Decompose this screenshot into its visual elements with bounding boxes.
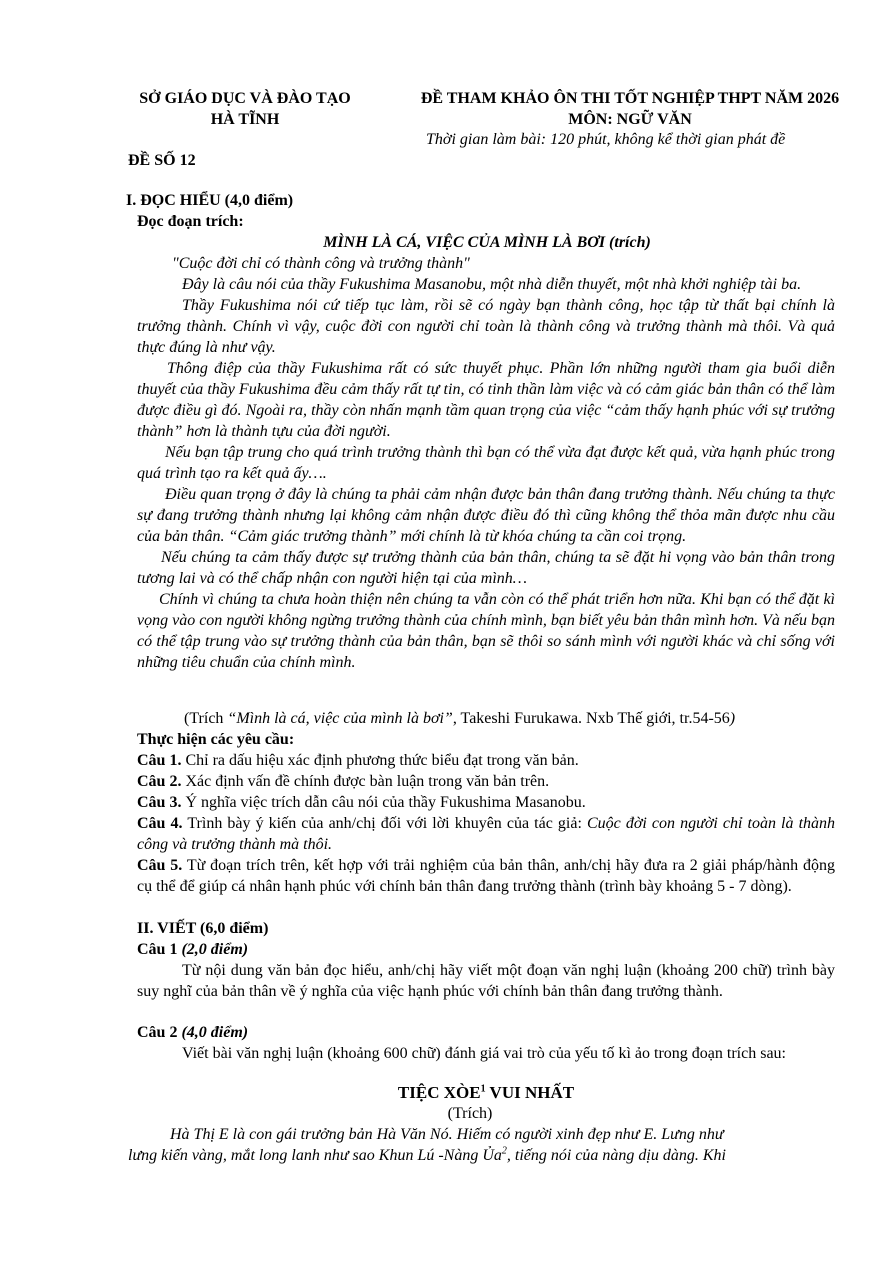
writing-q1-heading: Câu 1 (2,0 điểm) bbox=[137, 941, 249, 958]
question-3: Câu 3. Ý nghĩa việc trích dẫn câu nói của thầy Fukushima Masanobu. bbox=[137, 794, 586, 811]
writing-q2-text: Viết bài văn nghị luận (khoảng 600 chữ) đánh giá vai trò của yếu tố kì ảo trong đoạn trích sau: bbox=[182, 1045, 786, 1062]
writing-q2-heading: Câu 2 (4,0 điểm) bbox=[137, 1024, 249, 1041]
header-right bbox=[392, 88, 868, 130]
citation-title: “Mình là cá, việc của mình là bơi” bbox=[227, 710, 453, 727]
question-1: Câu 1. Chỉ ra dấu hiệu xác định phương thức biểu đạt trong văn bản. bbox=[137, 752, 579, 769]
passage-paragraph: Nếu bạn tập trung cho quá trình trưởng thành thì bạn có thể vừa đạt được kết quả, vừa hạnh phúc trong quá trình tạo ra kết quả ấy…. bbox=[137, 444, 835, 482]
citation: (Trích “Mình là cá, việc của mình là bơi”, Takeshi Furukawa. Nxb Thế giới, tr.54-56) bbox=[184, 710, 736, 727]
question-5: Câu 5. Từ đoạn trích trên, kết hợp với trải nghiệm của bản thân, anh/chị hãy đưa ra 2 giải pháp/hành động cụ thể để giúp cá nhân hạnh phúc với chính bản thân đang trưởng thành (trình bày khoảng 5 - 7 dòng). bbox=[137, 857, 835, 895]
questions-list bbox=[137, 750, 835, 897]
requirements-label: Thực hiện các yêu cầu: bbox=[137, 731, 295, 748]
passage-paragraph: Đây là câu nói của thầy Fukushima Masanobu, một nhà diễn thuyết, một nhà khởi nghiệp tài ba. bbox=[182, 276, 802, 293]
section1-title: I. ĐỌC HIỂU (4,0 điểm) bbox=[126, 192, 294, 209]
department-name: SỞ GIÁO DỤC VÀ ĐÀO TẠO bbox=[139, 90, 351, 107]
passage-paragraph: Thầy Fukushima nói cứ tiếp tục làm, rồi sẽ có ngày bạn thành công, học tập từ thất bại chính là trưởng thành. Chính vì vậy, cuộc đời con người chỉ toàn là thành công và trưởng thành mà thôi. Và quả thực đúng là như vậy. bbox=[137, 297, 835, 356]
story-title: TIỆC XÒE$^1$ VUI NHẤT bbox=[397, 1083, 575, 1102]
passage-title: MÌNH LÀ CÁ, VIỆC CỦA MÌNH LÀ BƠI (trích) bbox=[323, 234, 651, 251]
passage-paragraph: Thông điệp của thầy Fukushima rất có sức thuyết phục. Phần lớn những người tham gia buổi diễn thuyết của thầy Fukushima đều cảm thấy rất tự tin, có tinh thần làm việc và có cảm giác bản thân có thể làm được điều gì đó. Ngoài ra, thầy còn nhấn mạnh tầm quan trọng của việc “cảm thấy hạnh phúc với sự trưởng thành” hơn là thành tựu của đời người. bbox=[137, 360, 835, 440]
story-line: Hà Thị E là con gái trưởng bản Hà Văn Nó. Hiếm có người xinh đẹp như E. Lưng như bbox=[170, 1126, 724, 1143]
passage-paragraph: Nếu chúng ta cảm thấy được sự trưởng thành của bản thân, chúng ta sẽ đặt hi vọng vào bản thân trong tương lai và có thể chấp nhận con người hiện tại của mình… bbox=[137, 549, 835, 587]
story-subtitle: (Trích) bbox=[447, 1105, 493, 1122]
passage-paragraph: Chính vì chúng ta chưa hoàn thiện nên chúng ta vẫn còn có thể phát triển hơn nữa. Khi bạn có thể đặt kì vọng vào con người không ngừng trưởng thành của chính mình, bạn biết yêu bản thân mình hơn. Và nếu bạn có thể tập trung vào sự trưởng thành của bản thân, bạn sẽ thôi so sánh mình với người khác và chỉ sống với những tiêu chuẩn của chính mình. bbox=[137, 591, 835, 671]
section2-title: II. VIẾT (6,0 điểm) bbox=[137, 920, 269, 937]
exam-number: ĐỀ SỐ 12 bbox=[128, 152, 196, 169]
exam-title: ĐỀ THAM KHẢO ÔN THI TỐT NGHIỆP THPT NĂM 2026 bbox=[420, 90, 840, 107]
question-2: Câu 2. Xác định vấn đề chính được bàn luận trong văn bản trên. bbox=[137, 773, 550, 790]
writing-q1-text: Từ nội dung văn bản đọc hiểu, anh/chị hãy viết một đoạn văn nghị luận (khoảng 200 chữ) trình bày suy nghĩ của bản thân về ý nghĩa của việc hạnh phúc với chính bản thân đang trưởng thành. bbox=[137, 962, 835, 1000]
story-line: lưng kiến vàng, mắt long lanh như sao Khun Lú -Nàng Ủa$^2$, tiếng nói của nàng dịu dàng. Khi bbox=[128, 1145, 726, 1164]
section1-intro: Đọc đoạn trích: bbox=[137, 213, 244, 230]
question-4: Câu 4. Trình bày ý kiến của anh/chị đối với lời khuyên của tác giả: Cuộc đời con người chỉ toàn là thành công và trưởng thành mà thôi. bbox=[137, 815, 836, 853]
story-excerpt bbox=[128, 1124, 818, 1166]
subject-name: MÔN: NGỮ VĂN bbox=[568, 111, 692, 128]
time-note: Thời gian làm bài: 120 phút, không kể thời gian phát đề bbox=[426, 131, 786, 148]
passage-paragraph: Điều quan trọng ở đây là chúng ta phải cảm nhận được bản thân đang trưởng thành. Nếu chúng ta thực sự đang trưởng thành nhưng lại không cảm nhận được điều đó thì cũng không thể thỏa mãn được nhu cầu của bản thân. “Cảm giác trưởng thành” mới chính là từ khóa chúng ta cần coi trọng. bbox=[137, 486, 835, 545]
passage-quote: "Cuộc đời chỉ có thành công và trưởng thành" bbox=[172, 255, 470, 272]
passage-body bbox=[137, 253, 835, 673]
province-name: HÀ TĨNH bbox=[210, 111, 280, 128]
header-left bbox=[110, 88, 380, 130]
